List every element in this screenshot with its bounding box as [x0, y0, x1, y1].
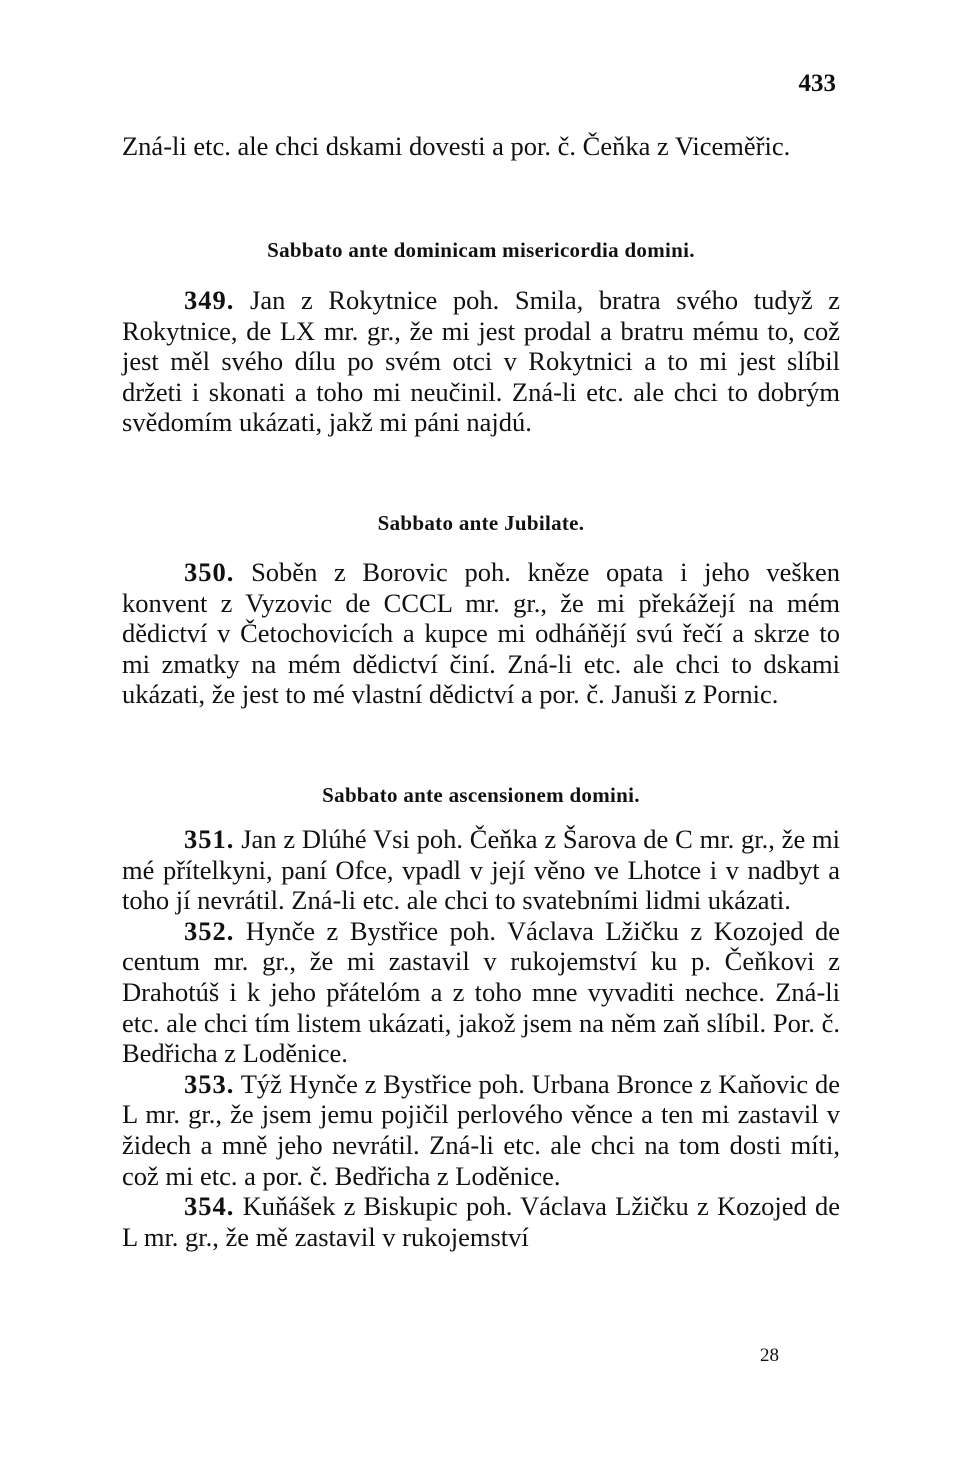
entry-text: Kuňášek z Biskupic poh. Václava Lžičku z Kozojed de L mr. gr., že mě zastavil v rukojemství: [122, 1191, 840, 1252]
page-number: 433: [798, 70, 836, 97]
entry-text: Týž Hynče z Bystřice poh. Urbana Bronce z Kaňovic de L mr. gr., že jsem jemu pojičil perlového věnce a ten mi zastavil v židech a mně jeho nevrátil. Zná-li etc. ale chci na tom dosti míti, což mi etc. a por. č. Bedřicha z Loděnice.: [122, 1068, 840, 1191]
section-heading-ascensionem: Sabbato ante ascensionem domini.: [322, 783, 640, 807]
section-heading-jubilate: Sabbato ante Jubilate.: [377, 511, 585, 535]
entry-349: [122, 285, 840, 438]
section-heading-misericordia: Sabbato ante dominicam misericordia domini.: [267, 238, 695, 262]
intro-paragraph: Zná-li etc. ale chci dskami dovesti a por. č. Čeňka z Viceměřic.: [122, 131, 791, 161]
entry-text: Jan z Dlúhé Vsi poh. Čeňka z Šarova de C mr. gr., že mi mé přítelkyni, paní Ofce, vpadl v její věno ve Lhotce i v nadbyt a toho jí nevrátil. Zná-li etc. ale chci to svatebními lidmi ukázati.: [122, 824, 840, 916]
entry-number: 349.: [184, 285, 235, 315]
entry-352: [122, 916, 840, 1069]
section-3-entries: [122, 824, 840, 1252]
entry-354: [122, 1191, 840, 1252]
entry-text: Soběn z Borovic poh. kněze opata i jeho vešken konvent z Vyzovic de CCCL mr. gr., že mi překážejí na mém dědictví v Četochovicích a kupce mi odháňějí svú řečí a skrze to mi zmatky na mém dědictví činí. Zná-li etc. ale chci to dskami ukázati, že jest to mé vlastní dědictví a por. č. Januši z Pornic.: [122, 557, 841, 710]
signature-mark: 28: [760, 1345, 779, 1366]
entry-number: 354.: [184, 1191, 235, 1222]
entry-351: [122, 824, 840, 916]
entry-text: Jan z Rokytnice poh. Smila, bratra svého tudyž z Rokytnice, de LX mr. gr., že mi jest prodal a bratru mému to, což jest měl svého dílu po svém otci v Rokytnici a to mi jest slíbil držeti i skonati a toho mi neučinil. Zná-li etc. ale chci to dobrým svědomím ukázati, jakž mi páni najdú.: [122, 285, 840, 438]
entry-text: Hynče z Bystřice poh. Václava Lžičku z Kozojed de centum mr. gr., že mi zastavil v rukojemství ku p. Čeňkovi z Drahotúš i k jeho přátelóm a z toho mne vyvaditi nechce. Zná-li etc. ale chci tím listem ukázati, jakož jsem na něm zaň slíbil. Por. č. Bedřicha z Loděnice.: [122, 915, 840, 1069]
entry-number: 350.: [184, 557, 235, 587]
entry-350: [122, 557, 840, 710]
entry-number: 353.: [184, 1068, 235, 1099]
entry-353: [122, 1069, 840, 1191]
entry-number: 351.: [184, 824, 235, 854]
entry-number: 352.: [184, 915, 235, 946]
